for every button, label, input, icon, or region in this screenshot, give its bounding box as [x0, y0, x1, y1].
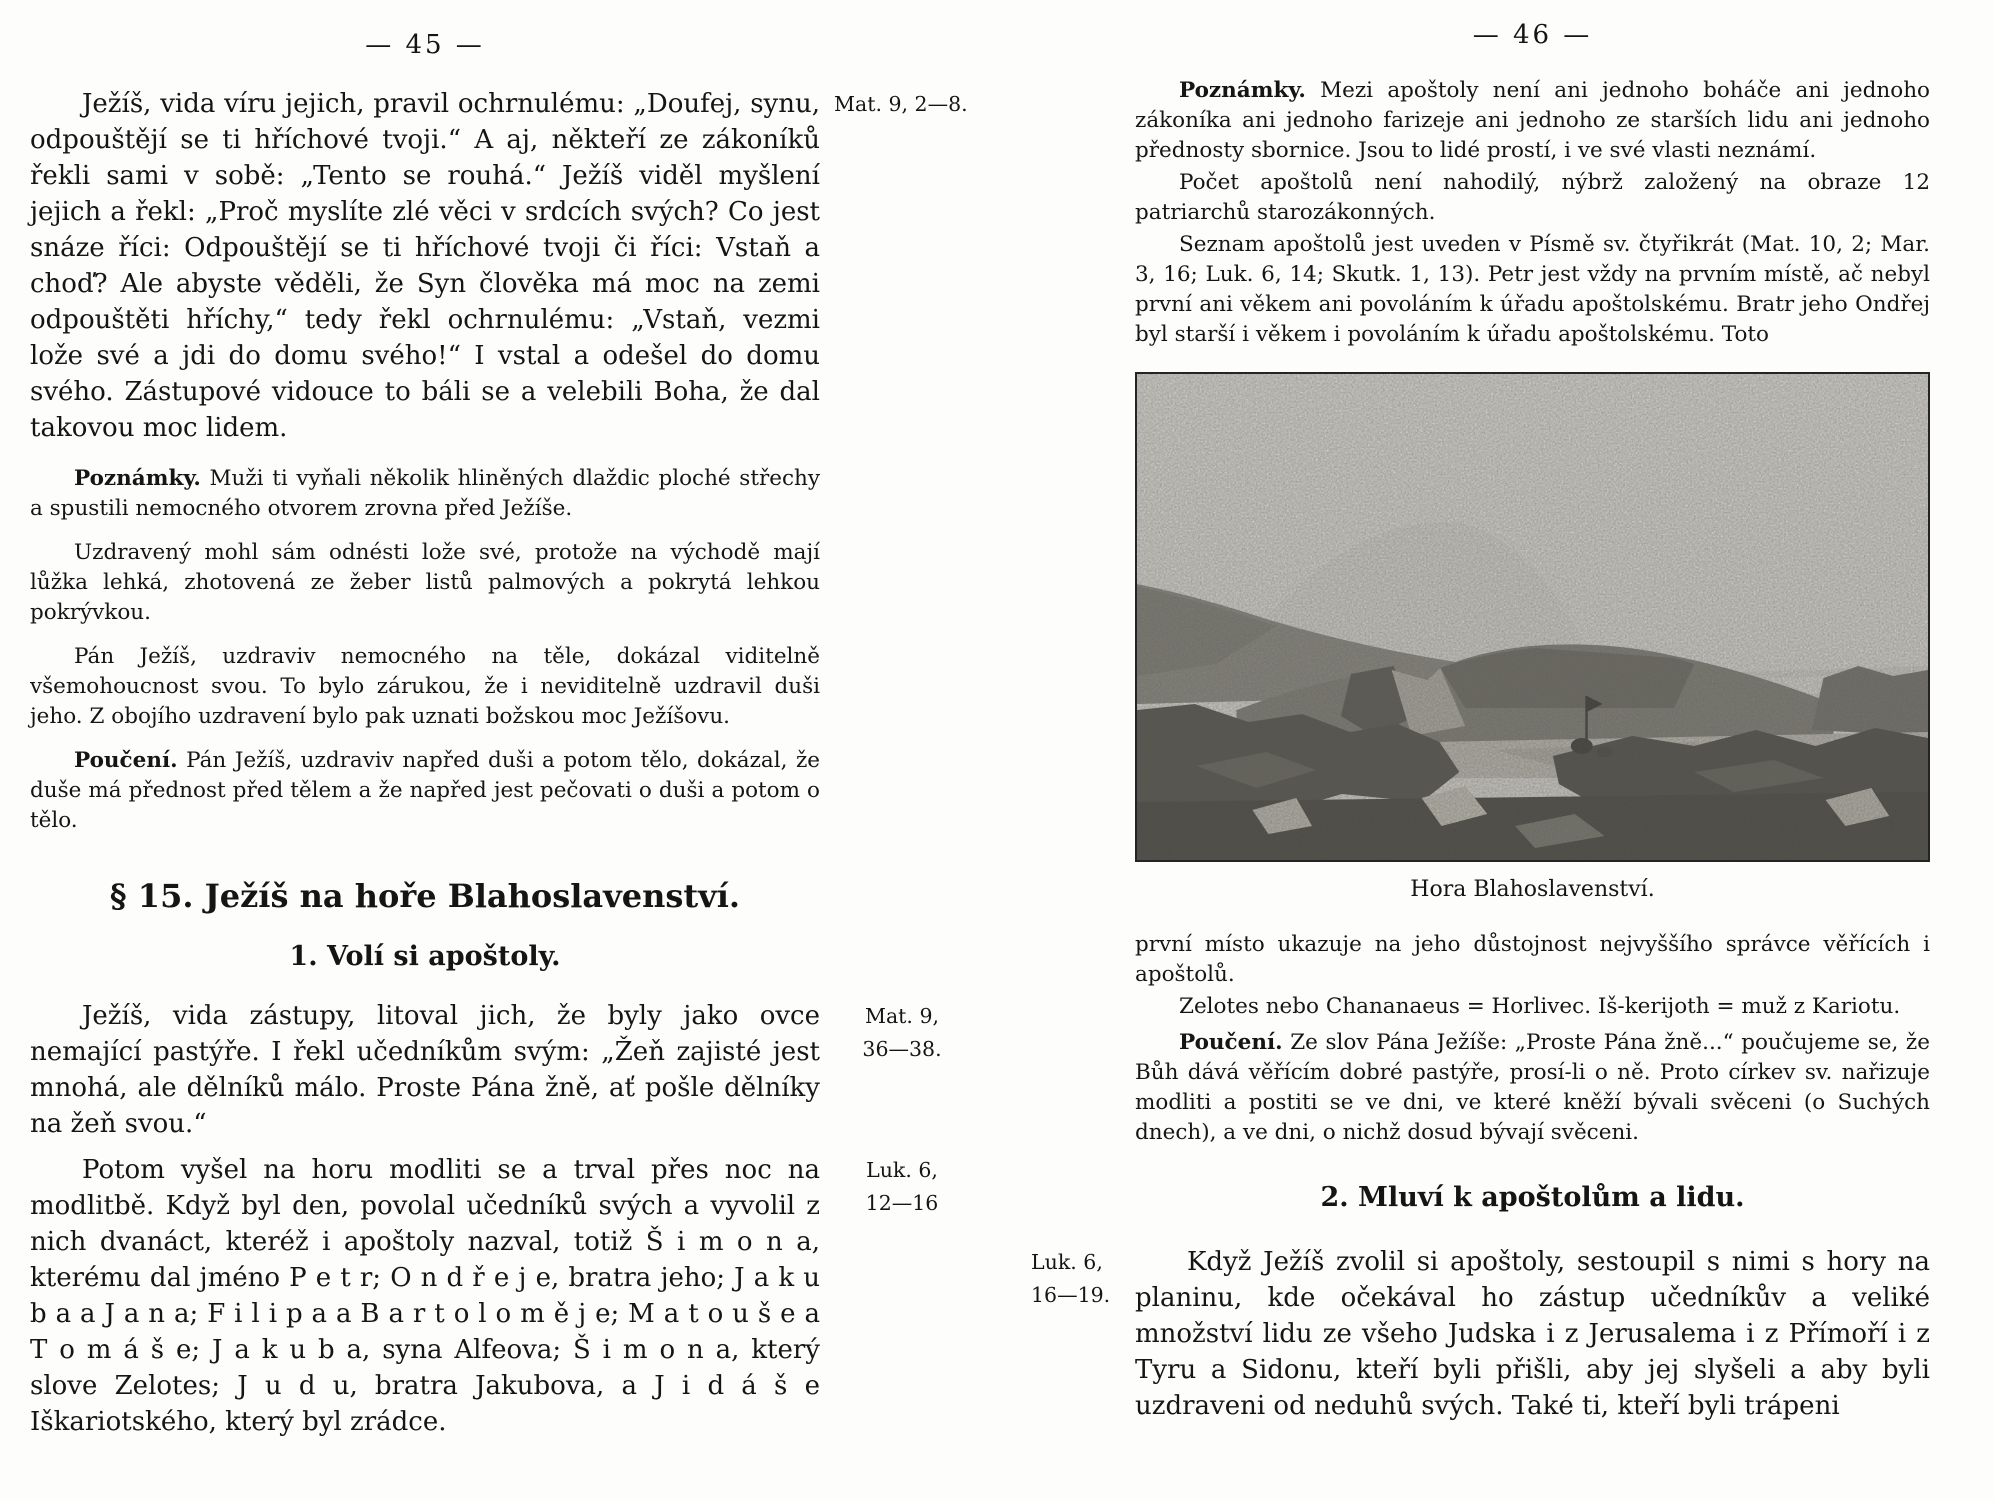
lesson-label: Poučení.	[1179, 1030, 1283, 1055]
notes-text: Muži ti vyňali několik hliněných dlaždic ploché střechy a spustili nemocného otvorem zrovna před Ježíše.	[30, 466, 820, 521]
margin-note-luk6-12-16	[842, 1154, 962, 1220]
paragraph-text: Potom vyšel na horu modliti se a trval přes noc na modlitbě. Když byl den, povolal učedníků svých a vyvolil z nich dvanáct, kteréž i apoštoly nazval, totiž Š i m o n a, kterému dal jméno P e t r; O n d ř e j e, bratra jeho; J a k u b a a J a n a; F i l i p a a B a r t o l o m ě j e; M a t o u š e a T o m á š e; J a k u b a, syna Alfeova; Š i m o n a, který slove Zelotes; J u d u, bratra Jakubova, a J i d á š e Iškariotského, který byl zrádce.	[30, 1155, 820, 1437]
margin-note-line2: 16—19.	[1031, 1283, 1111, 1307]
notes-paragraph-zelotes	[1135, 992, 1930, 1022]
section-heading-15: § 15. Ježíš na hoře Blahoslavenství.	[109, 877, 741, 915]
margin-note-mat9-36-38	[842, 1000, 962, 1066]
subsection-heading-1: 1. Volí si apoštoly.	[289, 941, 561, 972]
margin-note-line1: Luk. 6,	[1031, 1250, 1103, 1274]
page-46	[1032, 0, 1967, 1424]
notes-label: Poznámky.	[1179, 78, 1306, 103]
mount-of-beatitudes-engraving	[1137, 374, 1928, 860]
margin-note-line2: 12—16	[865, 1191, 939, 1215]
lesson-paragraph-46	[1135, 1028, 1930, 1148]
lesson-paragraph	[30, 746, 820, 836]
page-number-46: — 46 —	[1472, 20, 1593, 50]
notes-text: Zelotes nebo Chananaeus = Horlivec. Iš-kerijoth = muž z Kariotu.	[1179, 994, 1901, 1019]
figure-frame	[1135, 372, 1930, 862]
notes-label: Poznámky.	[74, 466, 201, 491]
notes-text: Pán Ježíš, uzdraviv nemocného na těle, dokázal viditelně všemohoucnost svou. To bylo zárukou, že i neviditelně uzdravil duši jeho. Z obojího uzdravení bylo pak uznati božskou moc Ježíšovu.	[30, 644, 820, 729]
figure-mount-of-beatitudes	[1135, 372, 1930, 904]
paragraph-apostles-list	[30, 1152, 939, 1440]
lesson-text: Ze slov Pána Ježíše: „Proste Pána žně...“ poučujeme se, že Bůh dává věřícím dobré pastýře, prosí-li o ně. Proto církev sv. nařizuje modliti a postiti se ve dni, ve které kněží bývali svěceni (o Suchých dnech), a ve dni, o nichž dosud bývají svěceni.	[1135, 1030, 1930, 1145]
paragraph-text: Ježíš, vida víru jejich, pravil ochrnulému: „Doufej, synu, odpouštějí se ti hříchové tvoji.“ A aj, někteří ze zákoníků řekli sami v sobě: „Tento se rouhá.“ Ježíš viděl myšlení jejich a řekl: „Proč myslíte zlé věci v srdcích svých? Co jest snáze říci: Odpouštějí se ti hříchové tvoji či říci: Vstaň a choď? Ale abyste věděli, že Syn člověka má moc na zemi odpouštěti hříchy,“ tedy řekl ochrnulému: „Vstaň, vezmi lože své a jdi do domu svého!“ I vstal a odešel do domu svého. Zástupové vidouce to báli se a velebili Boha, že dal takovou moc lidem.	[30, 89, 820, 443]
notes-text: Mezi apoštoly není ani jednoho boháče ani jednoho zákoníka ani jednoho farizeje ani jednoho ze starších lidu ani jednoho přednosty sbornice. Jsou to lidé prostí, i ve své vlasti neznámí.	[1135, 78, 1930, 163]
notes-paragraph-listing	[1135, 230, 1930, 350]
margin-note-line1: Mat. 9,	[864, 1004, 940, 1028]
paragraph-text: Ježíš, vida zástupy, litoval jich, že byly jako ovce nemající pastýře. I řekl učedníkům svým: „Žeň zajisté jest mnohá, ale dělníků málo. Proste Pána žně, ať pošle dělníky na žeň svou.“	[30, 1001, 820, 1139]
subsection-heading-2: 2. Mluví k apoštolům a lidu.	[1320, 1182, 1745, 1213]
paragraph-text: Když Ježíš zvolil si apoštoly, sestoupil s nimi s hory na planinu, kde očekával ho zástup učedníkův a veliké množství lidu ze všeho Judska i z Jerusalema i z Přímoří i z Tyru a Sidonu, kteří byli přišli, aby jej slyšeli a aby byli uzdraveni od neduhů svých. Také ti, kteří byli trápeni	[1135, 1247, 1930, 1421]
margin-note-line2: 36—38.	[862, 1037, 942, 1061]
page-45	[30, 0, 980, 1440]
lesson-label: Poučení.	[74, 748, 178, 773]
notes-text: Počet apoštolů není nahodilý, nýbrž založený na obraze 12 patriarchů starozákonných.	[1135, 170, 1930, 225]
notes-paragraph-3	[30, 642, 820, 732]
margin-note-mat9-2-8: Mat. 9, 2—8.	[834, 92, 968, 116]
notes-paragraph-2	[30, 538, 820, 628]
paragraph-sermon-crowd	[1031, 1244, 1930, 1424]
notes-paragraph-apostles	[1135, 76, 1930, 166]
engraving-grain	[1137, 374, 1928, 860]
margin-note-line1: Luk. 6,	[866, 1158, 938, 1182]
notes-paragraph-1	[30, 464, 820, 524]
notes-text: první místo ukazuje na jeho důstojnost nejvyššího správce věřících i apoštolů.	[1135, 932, 1930, 987]
notes-paragraph-continuation	[1135, 930, 1930, 990]
paragraph-mat9-healing	[30, 86, 968, 446]
figure-caption: Hora Blahoslavenství.	[1410, 877, 1655, 902]
notes-text: Uzdravený mohl sám odnésti lože své, protože na východě mají lůžka lehká, zhotovená ze žeber listů palmových a pokrytá lehkou pokrývkou.	[30, 540, 820, 625]
notes-text: Seznam apoštolů jest uveden v Písmě sv. čtyřikrát (Mat. 10, 2; Mar. 3, 16; Luk. 6, 14; Skutk. 1, 13). Petr jest vždy na prvním místě, ač nebyl první ani věkem ani povoláním k úřadu apoštolskému. Bratr jeho Ondřej byl starší i věkem i povoláním k úřadu apoštolskému. Toto	[1135, 232, 1930, 347]
notes-paragraph-count	[1135, 168, 1930, 228]
page-number-45: — 45 —	[365, 30, 485, 60]
paragraph-harvest	[30, 998, 942, 1142]
lesson-text: Pán Ježíš, uzdraviv napřed duši a potom tělo, dokázal, že duše má přednost před tělem a že napřed jest pečovati o duši a potom o tělo.	[30, 748, 820, 833]
margin-note-luk6-16-19	[1031, 1246, 1123, 1312]
